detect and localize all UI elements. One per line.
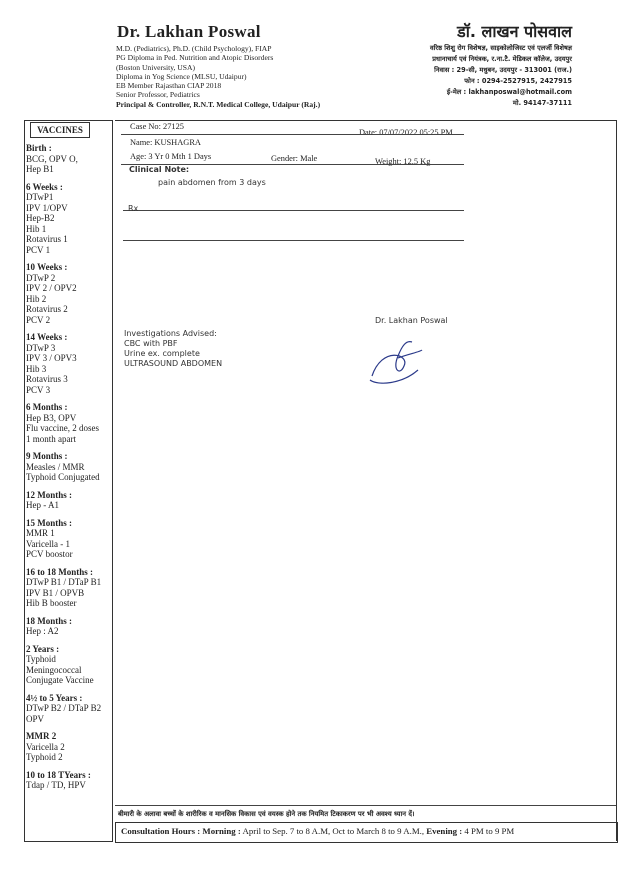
- vaccine-group: [26, 518, 112, 560]
- vaccine-item: MMR 1: [26, 528, 55, 538]
- vaccine-item: BCG, OPV O,: [26, 153, 78, 164]
- vaccine-group: [26, 182, 112, 256]
- qualification-line: (Boston University, USA): [116, 62, 196, 72]
- vaccine-group: [26, 451, 112, 483]
- vaccine-item: Hep-B2: [26, 213, 55, 223]
- investigations-label: Investigations Advised:: [124, 329, 217, 338]
- vaccine-group: [26, 143, 112, 175]
- vaccine-group-title: MMR 2: [26, 731, 57, 741]
- patient-gender: Gender: Male: [271, 154, 318, 163]
- vaccine-group: [26, 731, 112, 763]
- qualification-line: PG Diploma in Ped. Nutrition and Atopic Disorders: [116, 53, 274, 63]
- vaccine-group-title: 10 Weeks :: [26, 262, 68, 272]
- investigation-item: ULTRASOUND ABDOMEN: [124, 359, 223, 368]
- vaccine-item: Hib 1: [26, 223, 47, 234]
- vaccine-item: Conjugate Vaccine: [26, 675, 94, 685]
- doctor-position: Principal & Controller, R.N.T. Medical College, Udaipur (Raj.): [116, 99, 321, 109]
- mobile-line: मो. 94147-37111: [512, 99, 572, 107]
- vaccine-group-title: 16 to 18 Months :: [26, 566, 93, 577]
- hindi-line: वरिष्ठ शिशु रोग विशेषज्ञ, साइकोलोजिस्ट एवं एलर्जी विशेषज्ञ: [430, 44, 572, 52]
- vaccine-group-title: Birth :: [26, 143, 52, 153]
- vaccine-item: Varicella - 1: [26, 538, 70, 549]
- vaccine-item: Hep B3, OPV: [26, 412, 77, 423]
- vaccine-group: [26, 644, 112, 686]
- morning-hours: April to Sep. 7 to 8 A.M, Oct to March 8 to 9 A.M.,: [242, 826, 425, 836]
- vaccine-item: Rotavirus 3: [26, 374, 68, 384]
- vaccine-group-title: 9 Months :: [26, 451, 68, 461]
- vaccine-schedule-list: [26, 143, 112, 798]
- vaccine-group-title: 6 Months :: [26, 402, 68, 412]
- vaccine-item: Varicella 2: [26, 741, 65, 752]
- vaccine-group-title: 4½ to 5 Years :: [26, 692, 83, 703]
- evening-hours: 4 PM to 9 PM: [464, 826, 515, 836]
- vaccine-group: [26, 567, 112, 609]
- qualification-line: Diploma in Yog Science (MLSU, Udaipur): [116, 71, 247, 81]
- rx-label: Rx: [128, 204, 139, 213]
- vaccine-group-title: 2 Years :: [26, 643, 60, 654]
- visit-date: Date: 07/07/2022 05:25 PM: [359, 128, 453, 137]
- vaccine-item: Hep : A2: [26, 626, 59, 636]
- vaccine-group: [26, 693, 112, 725]
- vaccine-item: Hib 2: [26, 293, 47, 304]
- vaccine-item: Tdap / TD, HPV: [26, 780, 86, 790]
- consultation-label: Consultation Hours :: [121, 826, 201, 836]
- vaccine-item: DTwP B1 / DTaP B1: [26, 577, 102, 587]
- vaccine-item: PCV 2: [26, 314, 51, 325]
- case-number: Case No: 27125: [130, 122, 184, 131]
- qualification-line: EB Member Rajasthan CIAP 2018: [116, 81, 222, 91]
- prescription-area: [115, 120, 617, 841]
- vaccine-item: Typhoid: [26, 654, 56, 664]
- patient-age: Age: 3 Yr 0 Mth 1 Days: [130, 152, 212, 161]
- vaccine-item: Hib B booster: [26, 598, 77, 608]
- qualification-line: M.D. (Pediatrics), Ph.D. (Child Psychology), FIAP: [116, 44, 272, 53]
- investigation-item: Urine ex. complete: [124, 349, 200, 358]
- vaccine-item: DTwP 2: [26, 272, 56, 283]
- doctor-name-hindi: डॉ. लाखन पोसवाल: [457, 22, 572, 41]
- vaccine-item: IPV 1/OPV: [26, 202, 68, 213]
- header-divider: [115, 120, 585, 121]
- vaccine-item: Typhoid 2: [26, 752, 63, 762]
- phone-line: फोन : 0294-2527915, 2427915: [464, 77, 572, 85]
- vaccine-item: Typhoid Conjugated: [26, 472, 100, 482]
- vaccine-item: IPV 3 / OPV3: [26, 353, 77, 363]
- vaccine-item: 1 month apart: [26, 433, 76, 444]
- vaccine-group: [26, 770, 112, 791]
- clinical-note-text: pain abdomen from 3 days: [158, 178, 266, 187]
- vaccine-group: [26, 490, 112, 511]
- hindi-line: प्रधानाचार्य एवं नियंत्रक, र.ना.टै. मेडिकल कॉलेज, उदयपुर: [432, 55, 572, 63]
- vaccine-group: [26, 262, 112, 325]
- vaccine-group-title: 14 Weeks :: [26, 332, 68, 342]
- vaccine-item: PCV boostor: [26, 549, 73, 559]
- signature-name: Dr. Lakhan Poswal: [375, 316, 448, 325]
- vaccine-item: IPV 2 / OPV2: [26, 283, 77, 293]
- vaccines-title: VACCINES: [30, 122, 90, 138]
- vaccine-group-title: 12 Months :: [26, 489, 73, 500]
- vaccine-item: DTwP 3: [26, 342, 56, 353]
- vaccine-item: Flu vaccine, 2 doses: [26, 423, 99, 433]
- vaccination-reminder: बीमारी के अलावा बच्चों के शारीरिक व मानसिक विकास एवं वयस्क होने तक नियमित टिकाकरण पर भी अवश्य ध्यान दें।: [118, 810, 415, 818]
- address-line: निवास : 29-सी, मधुबन, उदयपुर - 313001 (राज.): [434, 66, 572, 74]
- vaccine-item: DTwP1: [26, 192, 54, 202]
- case-line: [121, 134, 464, 135]
- vaccine-group-title: 6 Weeks :: [26, 181, 63, 192]
- footer-divider: [115, 805, 616, 806]
- rx-line: [123, 240, 464, 241]
- vaccine-item: PCV 3: [26, 384, 51, 395]
- qualification-line: Senior Professor, Pediatrics: [116, 90, 200, 100]
- investigation-item: CBC with PBF: [124, 339, 178, 348]
- clinical-note-label: Clinical Note:: [129, 165, 190, 174]
- vaccine-group-title: 18 Months :: [26, 615, 73, 626]
- evening-label: Evening :: [426, 826, 463, 836]
- vaccine-group-title: 15 Months :: [26, 517, 73, 528]
- vaccine-group: [26, 616, 112, 637]
- vaccine-item: DTwP B2 / DTaP B2: [26, 703, 102, 713]
- doctor-name: Dr. Lakhan Poswal: [117, 22, 261, 41]
- clinical-line: [123, 210, 464, 211]
- vaccine-group: [26, 402, 112, 444]
- vaccine-item: IPV B1 / OPVB: [26, 587, 85, 598]
- vaccine-item: Rotavirus 2: [26, 304, 68, 314]
- vaccine-item: Meningococcal: [26, 664, 82, 675]
- vaccine-item: Rotavirus 1: [26, 234, 68, 244]
- consultation-hours: [121, 826, 514, 836]
- doctor-qualifications: [116, 44, 320, 109]
- signature-icon: [362, 336, 442, 388]
- email-line: ई-मेल : lakhanposwal@hotmail.com: [446, 88, 572, 96]
- vaccine-item: Hep - A1: [26, 500, 59, 510]
- vaccine-item: Measles / MMR: [26, 461, 85, 472]
- vaccine-item: OPV: [26, 713, 45, 724]
- vaccine-item: Hep B1: [26, 164, 54, 174]
- vaccine-item: PCV 1: [26, 244, 51, 255]
- patient-name: Name: KUSHAGRA: [130, 138, 201, 147]
- patient-weight: Weight: 12.5 Kg: [375, 157, 431, 166]
- vaccine-group: [26, 332, 112, 395]
- vaccine-group-title: 10 to 18 TYears :: [26, 769, 91, 780]
- vaccine-item: Hib 3: [26, 363, 47, 374]
- morning-label: Morning :: [202, 826, 241, 836]
- hindi-contact-block: [430, 43, 572, 109]
